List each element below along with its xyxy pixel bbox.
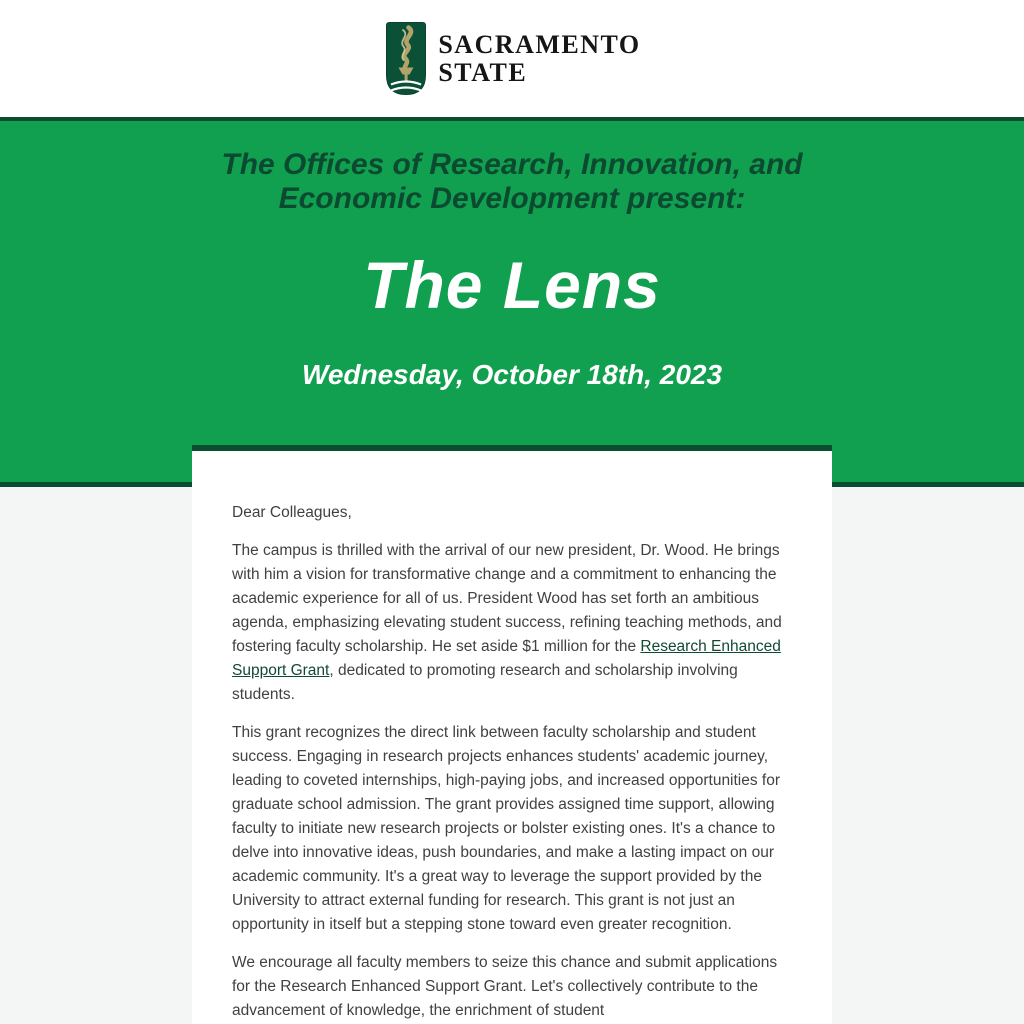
sacstate-shield-icon bbox=[383, 20, 429, 97]
banner-kicker bbox=[0, 121, 1024, 216]
sacstate-logo[interactable] bbox=[383, 20, 640, 97]
logo-wordmark-line1: SACRAMENTO bbox=[438, 30, 641, 60]
logo-wordmark bbox=[438, 31, 640, 85]
paragraph-president bbox=[232, 539, 792, 707]
newsletter-banner bbox=[0, 121, 1024, 487]
paragraph-call-to-action: We encourage all faculty members to seize this chance and submit applications for the Research Enhanced Support Grant. Let's collectively contribute to the advancement of knowledge, the enrichment of student bbox=[232, 954, 778, 1019]
paragraph-president-text-after-link: , dedicated to promoting research and scholarship involving students. bbox=[232, 662, 738, 703]
letter-card bbox=[192, 445, 832, 1024]
paragraph-grant-benefits: This grant recognizes the direct link between faculty scholarship and student success. Engaging in research projects enhances students' academic journey, leading to coveted internships, high-paying jobs, and increased opportunities for graduate school admission. The grant provides assigned time support, allowing faculty to initiate new research projects or bolster existing ones. It's a chance to delve into innovative ideas, push boundaries, and make a lasting impact on our academic community. It's a great way to leverage the support provided by the University to attract external funding for research. This grant is not just an opportunity in itself but a stepping stone toward even greater recognition. bbox=[232, 724, 781, 933]
site-header bbox=[0, 0, 1024, 121]
banner-kicker-line2: Economic Development present: bbox=[278, 182, 746, 215]
salutation: Dear Colleagues, bbox=[232, 504, 352, 521]
newsletter-title: The Lens bbox=[363, 248, 661, 322]
banner-kicker-line1: The Offices of Research, Innovation, and bbox=[221, 148, 803, 181]
paragraph-president-text-before-link: The campus is thrilled with the arrival of our new president, Dr. Wood. He brings with him a vision for transformative change and a commitment to enhancing the academic experience for all of us. President Wood has set forth an ambitious agenda, emphasizing elevating student success, refining teaching methods, and fostering faculty scholarship. He set aside $1 million for the bbox=[232, 542, 782, 655]
research-grant-link[interactable]: Research Enhanced Support Grant bbox=[232, 638, 781, 679]
newsletter-date: Wednesday, October 18th, 2023 bbox=[301, 359, 723, 390]
logo-wordmark-line2: STATE bbox=[438, 57, 528, 87]
